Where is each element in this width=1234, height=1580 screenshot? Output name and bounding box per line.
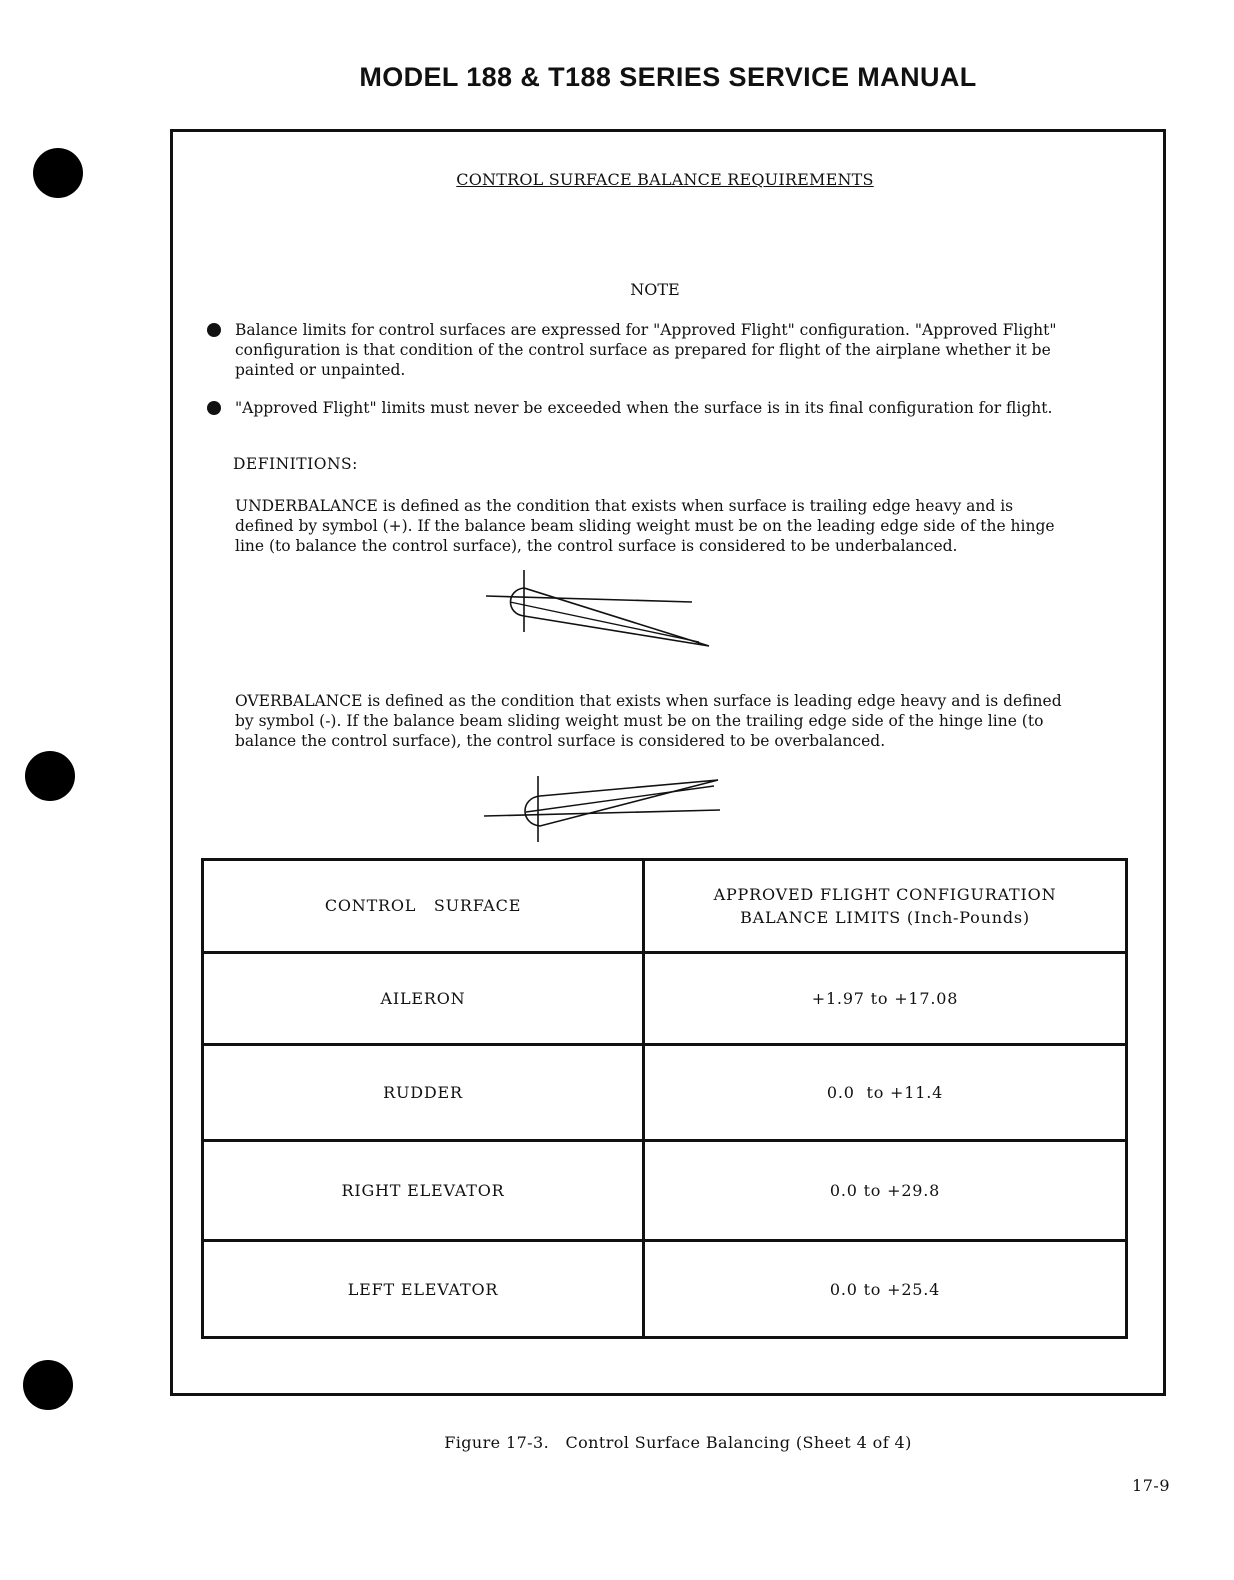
note-bullet-text: "Approved Flight" limits must never be exceeded when the surface is in its final configuration for flight. [235,399,1053,417]
figure-caption: Figure 17-3. Control Surface Balancing (Sheet 4 of 4) [444,1433,912,1452]
bullet-dot-icon [207,323,221,337]
row-limits: 0.0 to +11.4 [644,1045,1127,1141]
table-header-row [203,860,1127,953]
header-limits-line-2: BALANCE LIMITS (Inch-Pounds) [740,907,1030,927]
section-title: CONTROL SURFACE BALANCE REQUIREMENTS [456,170,874,189]
row-surface: RIGHT ELEVATOR [203,1140,644,1241]
chord-line [510,602,699,642]
table-row [203,1140,1127,1241]
header-control-surface: CONTROL SURFACE [203,860,644,953]
note-heading: NOTE [630,280,680,299]
reference-line [484,810,720,816]
header-limits-line-1: APPROVED FLIGHT CONFIGURATION [713,884,1057,904]
row-limits: 0.0 to +29.8 [644,1140,1127,1241]
binder-hole-middle [25,751,75,801]
row-surface: LEFT ELEVATOR [203,1241,644,1338]
table-row [203,1045,1127,1141]
overbalance-definition: OVERBALANCE is defined as the condition that exists when surface is leading edge heavy and is defined by symbol (-). If the balance beam sliding weight must be on the trailing edge side of the hinge line (to balance the control surface), the control surface is considered to be overbalanced. [235,692,1062,750]
row-limits: 0.0 to +25.4 [644,1241,1127,1338]
surface-airfoil [525,780,718,826]
table-row [203,952,1127,1045]
row-surface: RUDDER [203,1045,644,1141]
row-surface: AILERON [203,952,644,1045]
balance-limits-table [201,858,1128,1339]
underbalance-diagram [484,568,716,652]
page-number: 17-9 [1132,1476,1170,1495]
row-limits: +1.97 to +17.08 [644,952,1127,1045]
definitions-heading: DEFINITIONS: [233,455,358,473]
reference-line [486,596,692,602]
manual-title: MODEL 188 & T188 SERIES SERVICE MANUAL [359,62,977,92]
chord-line [526,786,714,812]
overbalance-diagram [482,772,722,846]
note-bullet-text: Balance limits for control surfaces are expressed for "Approved Flight" configuration. "Approved Flight" configuration is that condition of the control surface as prepared for flight of the airplane whether it be painted or unpainted. [235,321,1057,379]
bullet-dot-icon [207,401,221,415]
note-bullet-1 [207,320,1107,380]
header-balance-limits [644,860,1127,953]
underbalance-definition: UNDERBALANCE is defined as the condition that exists when surface is trailing edge heavy and is defined by symbol (+). If the balance beam sliding weight must be on the leading edge side of the hinge line (to balance the control surface), the control surface is considered to be underbalanced. [235,497,1055,555]
binder-hole-bottom [23,1360,73,1410]
binder-hole-top [33,148,83,198]
note-bullet-2 [207,398,1107,418]
table-row [203,1241,1127,1338]
